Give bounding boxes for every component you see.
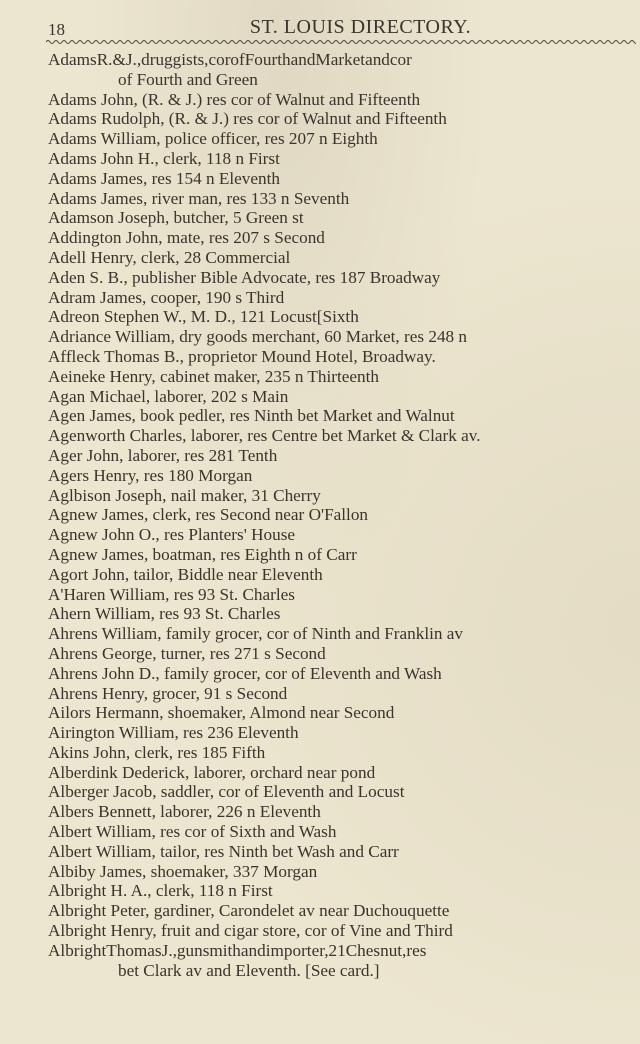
directory-entry <box>48 941 636 981</box>
entry-text: Adram James, cooper, 190 s Third <box>48 287 285 307</box>
directory-entry <box>48 624 636 644</box>
directory-entry <box>48 525 636 545</box>
entry-text: Albright H. A., clerk, 118 n First <box>48 881 273 901</box>
entry-text: Adriance William, dry goods merchant, 60 Market, res 248 n <box>48 327 468 347</box>
directory-entry <box>48 268 636 288</box>
directory-entry <box>48 723 636 743</box>
directory-entry <box>48 129 636 149</box>
directory-entry <box>48 545 636 565</box>
directory-entry <box>48 228 636 248</box>
entry-text: Ahrens Henry, grocer, 91 s Second <box>48 683 288 703</box>
entry-text: Ahrens George, turner, res 271 s Second <box>48 643 326 663</box>
entry-text-main: Adreon Stephen W., M. D., 121 Locust <box>48 307 317 327</box>
entry-text: Ager John, laborer, res 281 Tenth <box>48 445 278 465</box>
entry-text: Airington William, res 236 Eleventh <box>48 723 299 743</box>
entry-text: Aeineke Henry, cabinet maker, 235 n Thirteenth <box>48 366 380 386</box>
directory-entry <box>48 50 636 90</box>
entry-text: Adams Rudolph, (R. & J.) res cor of Walnut and Fifteenth <box>48 109 447 129</box>
directory-entry <box>48 921 636 941</box>
entry-continuation: of Fourth and Green <box>118 69 258 89</box>
entry-text: Ahrens William, family grocer, cor of Ninth and Franklin av <box>48 624 463 644</box>
directory-entry <box>48 90 636 110</box>
entry-text: Agnew John O., res Planters' House <box>48 525 296 545</box>
entry-text: AdamsR.&J.,druggists,corofFourthandMarketandcor <box>48 50 412 69</box>
directory-entry <box>48 585 636 605</box>
entry-text: Adell Henry, clerk, 28 Commercial <box>48 247 291 267</box>
entry-text: Ahrens John D., family grocer, cor of Eleventh and Wash <box>48 663 442 683</box>
entry-text: Agort John, tailor, Biddle near Eleventh <box>48 564 323 584</box>
directory-entry <box>48 802 636 822</box>
entry-text: Aglbison Joseph, nail maker, 31 Cherry <box>48 485 321 505</box>
directory-entry <box>48 565 636 585</box>
directory-entry <box>48 109 636 129</box>
directory-entry <box>48 644 636 664</box>
entry-text: Agnew James, boatman, res Eighth n of Carr <box>48 544 357 564</box>
directory-entry <box>48 901 636 921</box>
directory-entry <box>48 248 636 268</box>
directory-entry <box>48 881 636 901</box>
directory-entry <box>48 149 636 169</box>
entry-text: Albers Bennett, laborer, 226 n Eleventh <box>48 802 321 822</box>
entry-text: Adams John H., clerk, 118 n First <box>48 148 280 168</box>
directory-entry <box>48 782 636 802</box>
entry-text: Affleck Thomas B., proprietor Mound Hotel, Broadway. <box>48 346 436 366</box>
directory-entry <box>48 604 636 624</box>
directory-entry <box>48 763 636 783</box>
entry-text: Adams James, river man, res 133 n Seventh <box>48 188 350 208</box>
directory-entry <box>48 486 636 506</box>
directory-entry <box>48 406 636 426</box>
directory-entry <box>48 169 636 189</box>
directory-entry <box>48 862 636 882</box>
entry-text: A'Haren William, res 93 St. Charles <box>48 584 295 604</box>
entry-continuation: bet Clark av and Eleventh. [See card.] <box>118 960 380 980</box>
entry-text-continued-marker: [Sixth <box>316 307 359 327</box>
page-number: 18 <box>48 20 65 39</box>
directory-entry <box>48 842 636 862</box>
directory-entry <box>48 288 636 308</box>
entry-text: Agers Henry, res 180 Morgan <box>48 465 253 485</box>
entry-text: Adams William, police officer, res 207 n Eighth <box>48 129 378 149</box>
entry-text: Aden S. B., publisher Bible Advocate, res 187 Broadway <box>48 267 441 287</box>
directory-entry <box>48 664 636 684</box>
entry-text: Albright Henry, fruit and cigar store, cor of Vine and Third <box>48 921 453 941</box>
directory-entry <box>48 822 636 842</box>
directory-entry <box>48 327 636 347</box>
directory-entry <box>48 189 636 209</box>
directory-entry <box>48 505 636 525</box>
entry-text: AlbrightThomasJ.,gunsmithandimporter,21Chesnut,res <box>48 940 427 960</box>
entry-text: Alberdink Dederick, laborer, orchard near pond <box>48 762 376 782</box>
directory-entry <box>48 446 636 466</box>
directory-entry <box>48 367 636 387</box>
entry-text: Agnew James, clerk, res Second near O'Fallon <box>48 505 369 525</box>
entry-text: Albert William, tailor, res Ninth bet Wash and Carr <box>48 841 399 861</box>
directory-entry <box>48 307 636 327</box>
entry-text: Albright Peter, gardiner, Carondelet av near Duchouquette <box>48 901 450 921</box>
directory-entry <box>48 703 636 723</box>
entry-text: Alberger Jacob, saddler, cor of Eleventh and Locust <box>48 782 405 802</box>
directory-entry <box>48 208 636 228</box>
page-title: ST. LOUIS DIRECTORY. <box>249 16 472 38</box>
entry-text: Ahern William, res 93 St. Charles <box>48 604 281 624</box>
directory-entries <box>48 50 636 980</box>
wavy-rule-divider <box>46 38 636 46</box>
directory-entry <box>48 743 636 763</box>
directory-entry <box>48 466 636 486</box>
directory-entry <box>48 684 636 704</box>
entry-text: Addington John, mate, res 207 s Second <box>48 228 325 248</box>
entry-text: Adams James, res 154 n Eleventh <box>48 168 280 188</box>
entry-text: Agen James, book pedler, res Ninth bet Market and Walnut <box>48 406 455 426</box>
entry-text <box>48 307 636 327</box>
entry-text: Adamson Joseph, butcher, 5 Green st <box>48 208 304 228</box>
entry-text: Agan Michael, laborer, 202 s Main <box>48 386 289 406</box>
entry-text: Adams John, (R. & J.) res cor of Walnut and Fifteenth <box>48 89 421 109</box>
directory-entry <box>48 387 636 407</box>
directory-entry <box>48 426 636 446</box>
entry-text: Agenworth Charles, laborer, res Centre bet Market & Clark av. <box>48 426 481 446</box>
entry-text: Akins John, clerk, res 185 Fifth <box>48 742 266 762</box>
entry-text: Ailors Hermann, shoemaker, Almond near Second <box>48 703 395 723</box>
entry-text: Albiby James, shoemaker, 337 Morgan <box>48 861 318 881</box>
entry-text: Albert William, res cor of Sixth and Wash <box>48 822 337 842</box>
directory-entry <box>48 347 636 367</box>
